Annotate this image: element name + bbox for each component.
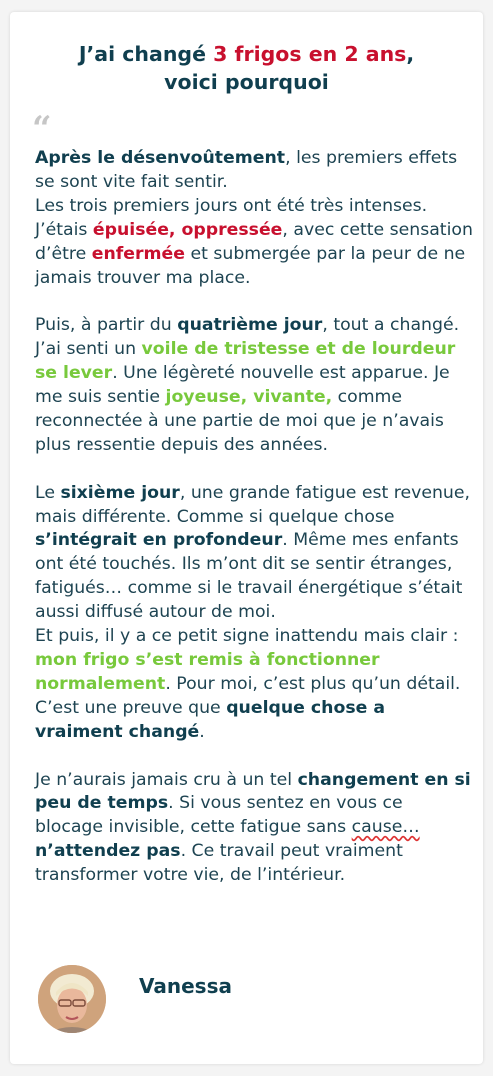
avatar	[38, 965, 106, 1033]
testimonial-body	[35, 147, 475, 888]
paragraph-1: Après le désenvoûtement, les premiers effets se sont vite fait sentir. Les trois premiers jours ont été très intenses. J’étais épuisée, oppressée, avec cette sensation d’être enfermée et submergée par la peur de ne jamais trouver ma place.	[35, 148, 473, 288]
paragraph-4: Et puis, il y a ce petit signe inattendu mais clair : mon frigo s’est remis à fonctionner normalement. Pour moi, c’est plus qu’un détail. C’est une preuve que quelque chose a vraiment changé.	[35, 626, 461, 742]
avatar-photo	[38, 965, 106, 1033]
spellcheck-underline: cause…	[351, 817, 420, 838]
paragraph-5: Je n’aurais jamais cru à un tel changement en si peu de temps. Si vous sentez en vous ce blocage invisible, cette fatigue sans cause… n’attendez pas. Ce travail peut vraiment transformer votre vie, de l’intérieur.	[35, 769, 471, 886]
paragraph-3: Le sixième jour, une grande fatigue est revenue, mais différente. Comme si quelque chose s’intégrait en profondeur. Même mes enfants ont été touchés. Ils m’ont dit se sentir étranges, fatigués… comme si le travail énergétique s’était aussi diffusé autour de moi.	[35, 482, 471, 623]
title-highlight: 3 frigos en 2 ans	[213, 42, 407, 66]
quote-mark-icon: “	[32, 109, 52, 149]
author-name: Vanessa	[139, 974, 232, 998]
paragraph-2: Puis, à partir du quatrième jour, tout a changé. J’ai senti un voile de tristesse et de lourdeur se lever. Une légèreté nouvelle est apparue. Je me suis sentie joyeuse, vivante, comme reconnectée à une partie de moi que je n’avais plus ressentie depuis des années.	[35, 315, 460, 455]
testimonial-title: J’ai changé 3 frigos en 2 ans, voici pourquoi	[78, 42, 415, 94]
